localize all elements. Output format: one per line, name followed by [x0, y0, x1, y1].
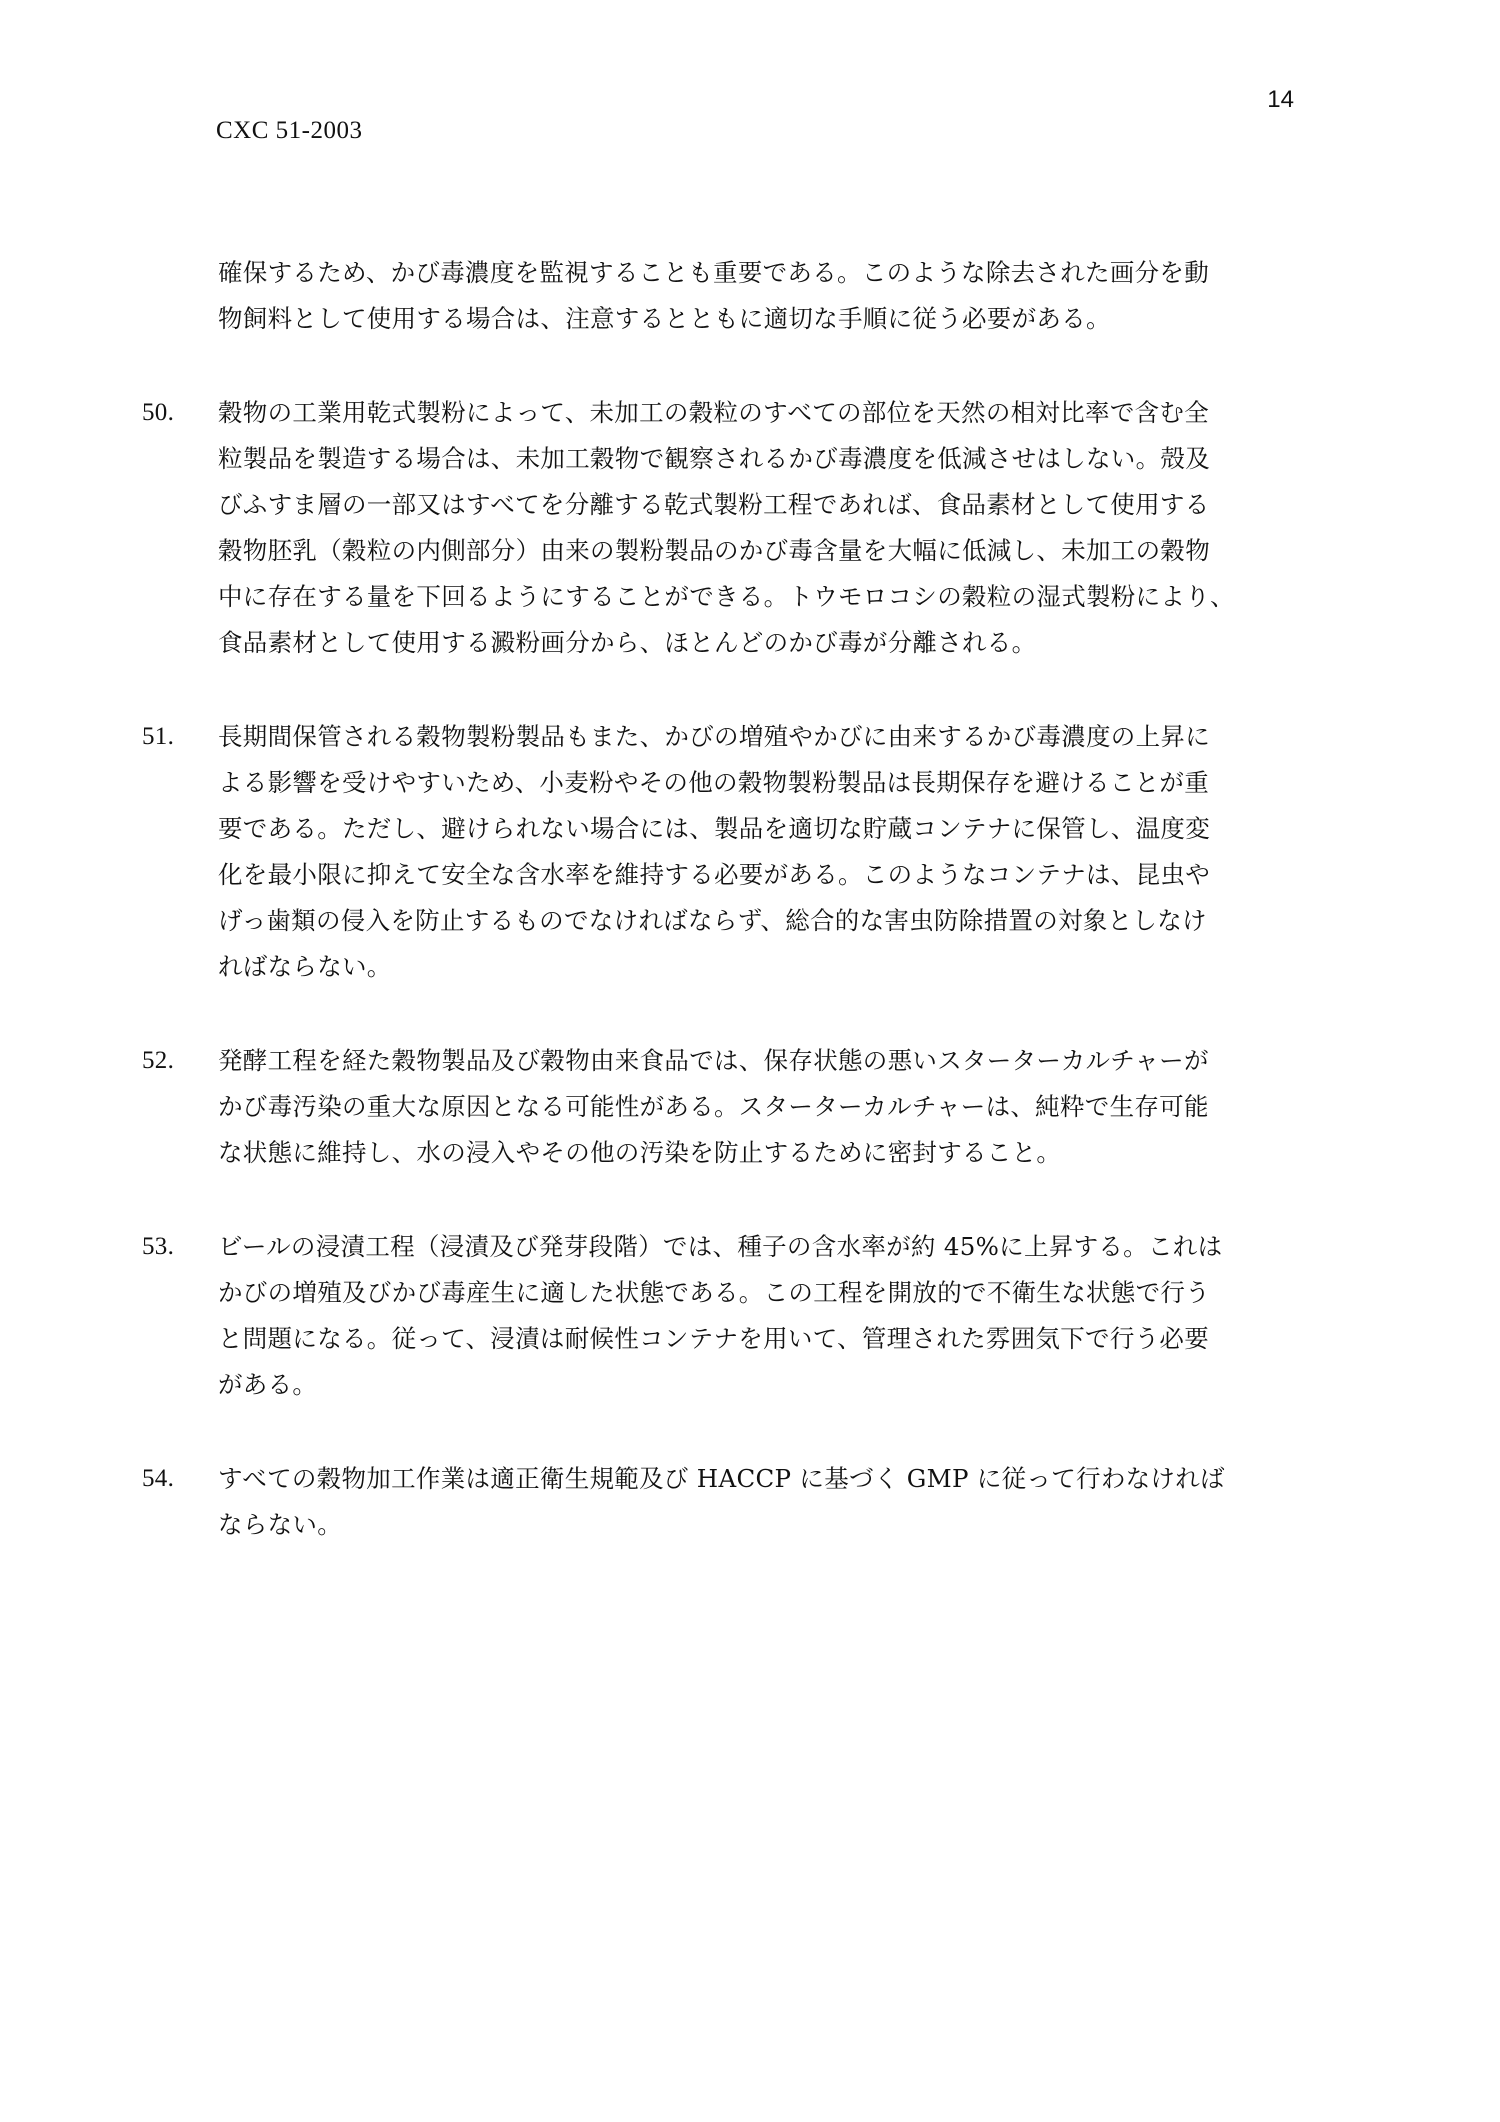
paragraph-line: ビールの浸漬工程（浸漬及び発芽段階）では、種子の含水率が約 45%に上昇する。これは	[218, 1232, 1223, 1261]
document-body	[142, 250, 1292, 1596]
paragraph-line: 確保するため、かび毒濃度を監視することも重要である。このような除去された画分を動	[218, 258, 1210, 287]
paragraph-line: 中に存在する量を下回るようにすることができる。トウモロコシの穀粒の湿式製粉により、	[218, 582, 1235, 611]
paragraph-continued	[142, 250, 1292, 342]
paragraph-line: 粒製品を製造する場合は、未加工穀物で観察されるかび毒濃度を低減させはしない。殻及	[218, 444, 1210, 473]
paragraph-line: 要である。ただし、避けられない場合には、製品を適切な貯蔵コンテナに保管し、温度変	[218, 814, 1210, 843]
paragraph-51	[142, 714, 1292, 990]
paragraph-54	[142, 1456, 1292, 1548]
paragraph-number: 53.	[142, 1233, 175, 1260]
paragraph-number: 51.	[142, 723, 175, 750]
paragraph-52	[142, 1038, 1292, 1176]
paragraph-line: ならない。	[218, 1510, 342, 1539]
document-code: CXC 51-2003	[216, 117, 363, 144]
paragraph-50	[142, 390, 1292, 666]
paragraph-53	[142, 1224, 1292, 1408]
paragraph-line: かびの増殖及びかび毒産生に適した状態である。この工程を開放的で不衛生な状態で行う	[218, 1278, 1210, 1307]
paragraph-line: すべての穀物加工作業は適正衛生規範及び HACCP に基づく GMP に従って行わなければ	[218, 1464, 1225, 1493]
paragraph-line: げっ歯類の侵入を防止するものでなければならず、総合的な害虫防除措置の対象としなけ	[218, 906, 1207, 935]
paragraph-line: びふすま層の一部又はすべてを分離する乾式製粉工程であれば、食品素材として使用する	[218, 490, 1210, 519]
paragraph-line: と問題になる。従って、浸漬は耐候性コンテナを用いて、管理された雰囲気下で行う必要	[218, 1324, 1210, 1353]
paragraph-line: 化を最小限に抑えて安全な含水率を維持する必要がある。このようなコンテナは、昆虫や	[218, 860, 1210, 889]
paragraph-number: 52.	[142, 1047, 175, 1074]
paragraph-line: かび毒汚染の重大な原因となる可能性がある。スターターカルチャーは、純粋で生存可能	[218, 1092, 1209, 1121]
paragraph-line: 食品素材として使用する澱粉画分から、ほとんどのかび毒が分離される。	[218, 628, 1037, 657]
paragraph-line: よる影響を受けやすいため、小麦粉やその他の穀物製粉製品は長期保存を避けることが重	[218, 768, 1210, 797]
paragraph-line: 穀物の工業用乾式製粉によって、未加工の穀粒のすべての部位を天然の相対比率で含む全	[218, 398, 1210, 427]
paragraph-number: 50.	[142, 399, 175, 426]
paragraph-line: ればならない。	[218, 952, 392, 981]
paragraph-line: 長期間保管される穀物製粉製品もまた、かびの増殖やかびに由来するかび毒濃度の上昇に	[218, 722, 1210, 751]
paragraph-line: 発酵工程を経た穀物製品及び穀物由来食品では、保存状態の悪いスターターカルチャーが	[218, 1046, 1209, 1075]
paragraph-line: な状態に維持し、水の浸入やその他の汚染を防止するために密封すること。	[218, 1138, 1062, 1167]
paragraph-line: 物飼料として使用する場合は、注意するとともに適切な手順に従う必要がある。	[218, 304, 1111, 333]
page-number: 14	[1267, 86, 1294, 113]
paragraph-line: がある。	[218, 1370, 318, 1399]
paragraph-number: 54.	[142, 1465, 175, 1492]
paragraph-line: 穀物胚乳（穀粒の内側部分）由来の製粉製品のかび毒含量を大幅に低減し、未加工の穀物	[218, 536, 1210, 565]
